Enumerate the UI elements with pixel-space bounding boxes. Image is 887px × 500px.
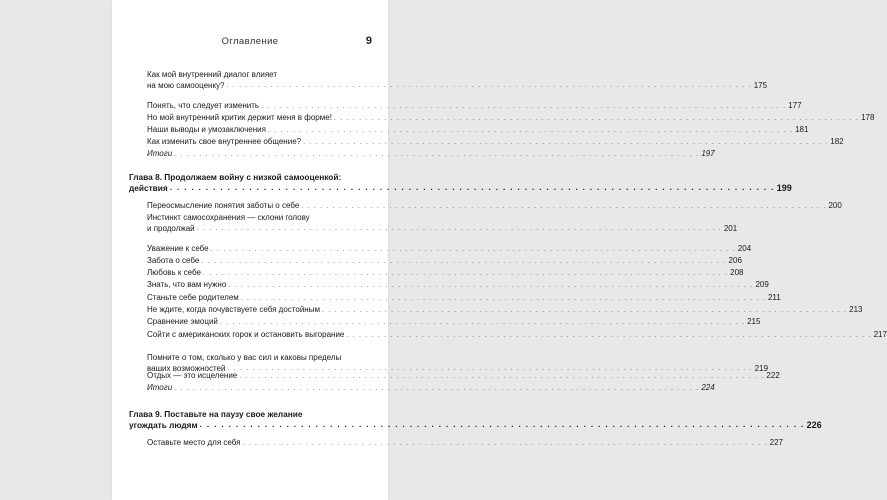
toc-entry-title: Итоги — [147, 383, 173, 392]
toc-entry — [147, 256, 742, 267]
toc-chapter — [129, 409, 822, 430]
book-page — [112, 0, 887, 500]
toc-entry-title: Не ждите, когда почувствуете себя достойным — [147, 305, 320, 314]
toc-entry-title-line1: Глава 8. Продолжаем войну с низкой самооценкой: — [129, 172, 342, 182]
dot-leader: . . . . . . . . . . . . . . . . . . . . . . . . . . . . . . . . . . . . . . . . . . . . . . . . . . . . . . . . . . . . . . . . . . . . . . . . . . . . . . . . . . . . — [227, 365, 753, 372]
toc-page-number: 215 — [747, 317, 761, 326]
toc-entry — [147, 438, 784, 449]
toc-entry-title: Как изменить свое внутреннее общение? — [147, 137, 302, 146]
dot-leader: . . . . . . . . . . . . . . . . . . . . . . . . . . . . . . . . . . . . . . . . . . . . . . . . . . . . . . . . . . . . . . . . . . . . . . . . . . . . . . . . . . . . — [228, 281, 754, 289]
toc-page-number: 175 — [753, 80, 768, 90]
toc-entry-title: Отдых — это исцеление — [147, 371, 238, 380]
toc-entry — [147, 201, 842, 212]
toc-entry-title: Знать, что вам нужно — [147, 280, 227, 289]
dot-leader: . . . . . . . . . . . . . . . . . . . . . . . . . . . . . . . . . . . . . . . . . . . . . . . . . . . . . . . . . . . . . . . . . . . . . . . . . . . . . . . . . . . . — [321, 306, 848, 314]
dot-leader: . . . . . . . . . . . . . . . . . . . . . . . . . . . . . . . . . . . . . . . . . . . . . . . . . . . . . . . . . . . . . . . . . . . . . . . . . . . . . . . . . . . . — [210, 245, 736, 253]
toc-entry-title: Итоги — [147, 149, 173, 158]
toc-entry — [147, 371, 780, 382]
dot-leader: . . . . . . . . . . . . . . . . . . . . . . . . . . . . . . . . . . . . . . . . . . . . . . . . . . . . . . . . . . . . . . . . . . . . . . . . . . . . . . . . . . . . — [174, 384, 700, 392]
toc-page-number: 204 — [737, 244, 752, 253]
toc-chapter — [129, 172, 792, 193]
toc-page-number: 226 — [806, 419, 822, 430]
toc-entry-title: угождать людям — [129, 419, 198, 430]
toc-entry-title: Наши выводы и умозаключения — [147, 125, 266, 134]
toc-page-number: 213 — [849, 305, 863, 314]
toc-entry — [147, 213, 738, 234]
dot-leader: . . . . . . . . . . . . . . . . . . . . . . . . . . . . . . . . . . . . . . . . . . . . . . . . . . . . . . . . . . . . . . . . . . . . . . . . . . . . . . . . . . . . — [261, 102, 787, 110]
dot-leader: . . . . . . . . . . . . . . . . . . . . . . . . . . . . . . . . . . . . . . . . . . . . . . . . . . . . . . . . . . . . . . . . . . . . . . . . . . . . . . . . . . . . — [202, 269, 729, 277]
toc-entry-title-line1: Глава 9. Поставьте на паузу свое желание — [129, 409, 303, 419]
page-number: 9 — [365, 35, 372, 47]
dot-leader: . . . . . . . . . . . . . . . . . . . . . . . . . . . . . . . . . . . . . . . . . . . . . . . . . . . . . . . . . . . . . . . . . . . . . . . . . . . . . . . . . . . . — [199, 420, 805, 429]
toc-entry-title: Забота о себе — [147, 256, 200, 265]
toc-entry-title-line1: Как мой внутренний диалог влияет — [147, 70, 278, 79]
toc-entry — [147, 280, 769, 291]
toc-page-number: 222 — [766, 371, 780, 380]
dot-leader: . . . . . . . . . . . . . . . . . . . . . . . . . . . . . . . . . . . . . . . . . . . . . . . . . . . . . . . . . . . . . . . . . . . . . . . . . . . . . . . . . . . . — [196, 225, 722, 232]
toc-page-number: 181 — [795, 125, 809, 134]
toc-page-number: 182 — [830, 137, 844, 146]
toc-page-number: 217 — [873, 330, 887, 339]
toc-entry — [147, 383, 715, 394]
toc-page-number: 201 — [723, 223, 738, 233]
toc-entry-title: Сравнение эмоций — [147, 317, 218, 326]
dot-leader: . . . . . . . . . . . . . . . . . . . . . . . . . . . . . . . . . . . . . . . . . . . . . . . . . . . . . . . . . . . . . . . . . . . . . . . . . . . . . . . . . . . . — [219, 318, 746, 326]
toc-page-number: 177 — [788, 101, 802, 110]
toc-entry — [147, 305, 863, 316]
toc-entry-title-line1: Помните о том, сколько у вас сил и каковы пределы — [147, 353, 342, 362]
dot-leader: . . . . . . . . . . . . . . . . . . . . . . . . . . . . . . . . . . . . . . . . . . . . . . . . . . . . . . . . . . . . . . . . . . . . . . . . . . . . . . . . . . . . — [201, 257, 727, 265]
toc-entry-title: ваших возможностей — [147, 363, 226, 373]
toc-entry — [147, 70, 768, 91]
toc-entry-title: действия — [129, 182, 168, 193]
toc-page-number: 211 — [767, 293, 781, 302]
toc-entry — [147, 244, 752, 255]
toc-page-number: 224 — [701, 383, 715, 392]
toc-entry — [147, 125, 809, 136]
toc-entry — [147, 101, 802, 112]
toc-page-number: 178 — [861, 113, 875, 122]
toc-entry-title: Оставьте место для себя — [147, 438, 241, 447]
dot-leader: . . . . . . . . . . . . . . . . . . . . . . . . . . . . . . . . . . . . . . . . . . . . . . . . . . . . . . . . . . . . . . . . . . . . . . . . . . . . . . . . . . . . — [226, 82, 752, 89]
page-header — [112, 36, 388, 50]
toc-entry-title: Станьте себе родителем — [147, 293, 239, 302]
toc-page-number: 209 — [755, 280, 769, 289]
toc-page-number: 197 — [701, 149, 715, 158]
toc-entry-title: на мою самооценку? — [147, 80, 225, 90]
toc-entry — [147, 268, 744, 279]
toc-entry-title: Переосмысление понятия заботы о себе — [147, 201, 300, 210]
toc-page-number: 206 — [728, 256, 742, 265]
toc-entry-title-line1: Инстинкт самосохранения — склони голову — [147, 213, 310, 222]
dot-leader: . . . . . . . . . . . . . . . . . . . . . . . . . . . . . . . . . . . . . . . . . . . . . . . . . . . . . . . . . . . . . . . . . . . . . . . . . . . . . . . . . . . . — [174, 150, 700, 158]
dot-leader: . . . . . . . . . . . . . . . . . . . . . . . . . . . . . . . . . . . . . . . . . . . . . . . . . . . . . . . . . . . . . . . . . . . . . . . . . . . . . . . . . . . . — [346, 331, 872, 339]
toc-entry — [147, 330, 887, 341]
dot-leader: . . . . . . . . . . . . . . . . . . . . . . . . . . . . . . . . . . . . . . . . . . . . . . . . . . . . . . . . . . . . . . . . . . . . . . . . . . . . . . . . . . . . — [242, 439, 768, 447]
toc-entry — [147, 293, 781, 304]
toc-entry — [147, 317, 761, 328]
toc-entry — [147, 149, 715, 160]
toc-page-number: 227 — [769, 438, 784, 447]
dot-leader: . . . . . . . . . . . . . . . . . . . . . . . . . . . . . . . . . . . . . . . . . . . . . . . . . . . . . . . . . . . . . . . . . . . . . . . . . . . . . . . . . . . . — [240, 294, 766, 302]
toc-entry-title: Сойти с американских горок и остановить выгорание — [147, 330, 345, 339]
toc-entry-title: Уважение к себе — [147, 244, 209, 253]
toc-entry — [147, 137, 844, 148]
dot-leader: . . . . . . . . . . . . . . . . . . . . . . . . . . . . . . . . . . . . . . . . . . . . . . . . . . . . . . . . . . . . . . . . . . . . . . . . . . . . . . . . . . . . — [301, 202, 827, 210]
toc-entry — [147, 113, 875, 124]
toc-page-number: 200 — [828, 201, 842, 210]
dot-leader: . . . . . . . . . . . . . . . . . . . . . . . . . . . . . . . . . . . . . . . . . . . . . . . . . . . . . . . . . . . . . . . . . . . . . . . . . . . . . . . . . . . . — [169, 183, 775, 192]
dot-leader: . . . . . . . . . . . . . . . . . . . . . . . . . . . . . . . . . . . . . . . . . . . . . . . . . . . . . . . . . . . . . . . . . . . . . . . . . . . . . . . . . . . . — [303, 138, 829, 146]
toc-entry-title: и продолжай — [147, 223, 195, 233]
toc-page-number: 208 — [730, 268, 744, 277]
dot-leader: . . . . . . . . . . . . . . . . . . . . . . . . . . . . . . . . . . . . . . . . . . . . . . . . . . . . . . . . . . . . . . . . . . . . . . . . . . . . . . . . . . . . — [333, 114, 860, 122]
dot-leader: . . . . . . . . . . . . . . . . . . . . . . . . . . . . . . . . . . . . . . . . . . . . . . . . . . . . . . . . . . . . . . . . . . . . . . . . . . . . . . . . . . . . — [239, 372, 765, 380]
toc-entry-title: Любовь к себе — [147, 268, 201, 277]
toc-page-number: 219 — [754, 363, 769, 373]
toc-entry-title: Понять, что следует изменить — [147, 101, 260, 110]
running-title: Оглавление — [221, 36, 279, 47]
dot-leader: . . . . . . . . . . . . . . . . . . . . . . . . . . . . . . . . . . . . . . . . . . . . . . . . . . . . . . . . . . . . . . . . . . . . . . . . . . . . . . . . . . . . — [267, 126, 794, 134]
toc-entry-title: Но мой внутренний критик держит меня в форме! — [147, 113, 332, 122]
toc-page-number: 199 — [776, 182, 792, 193]
